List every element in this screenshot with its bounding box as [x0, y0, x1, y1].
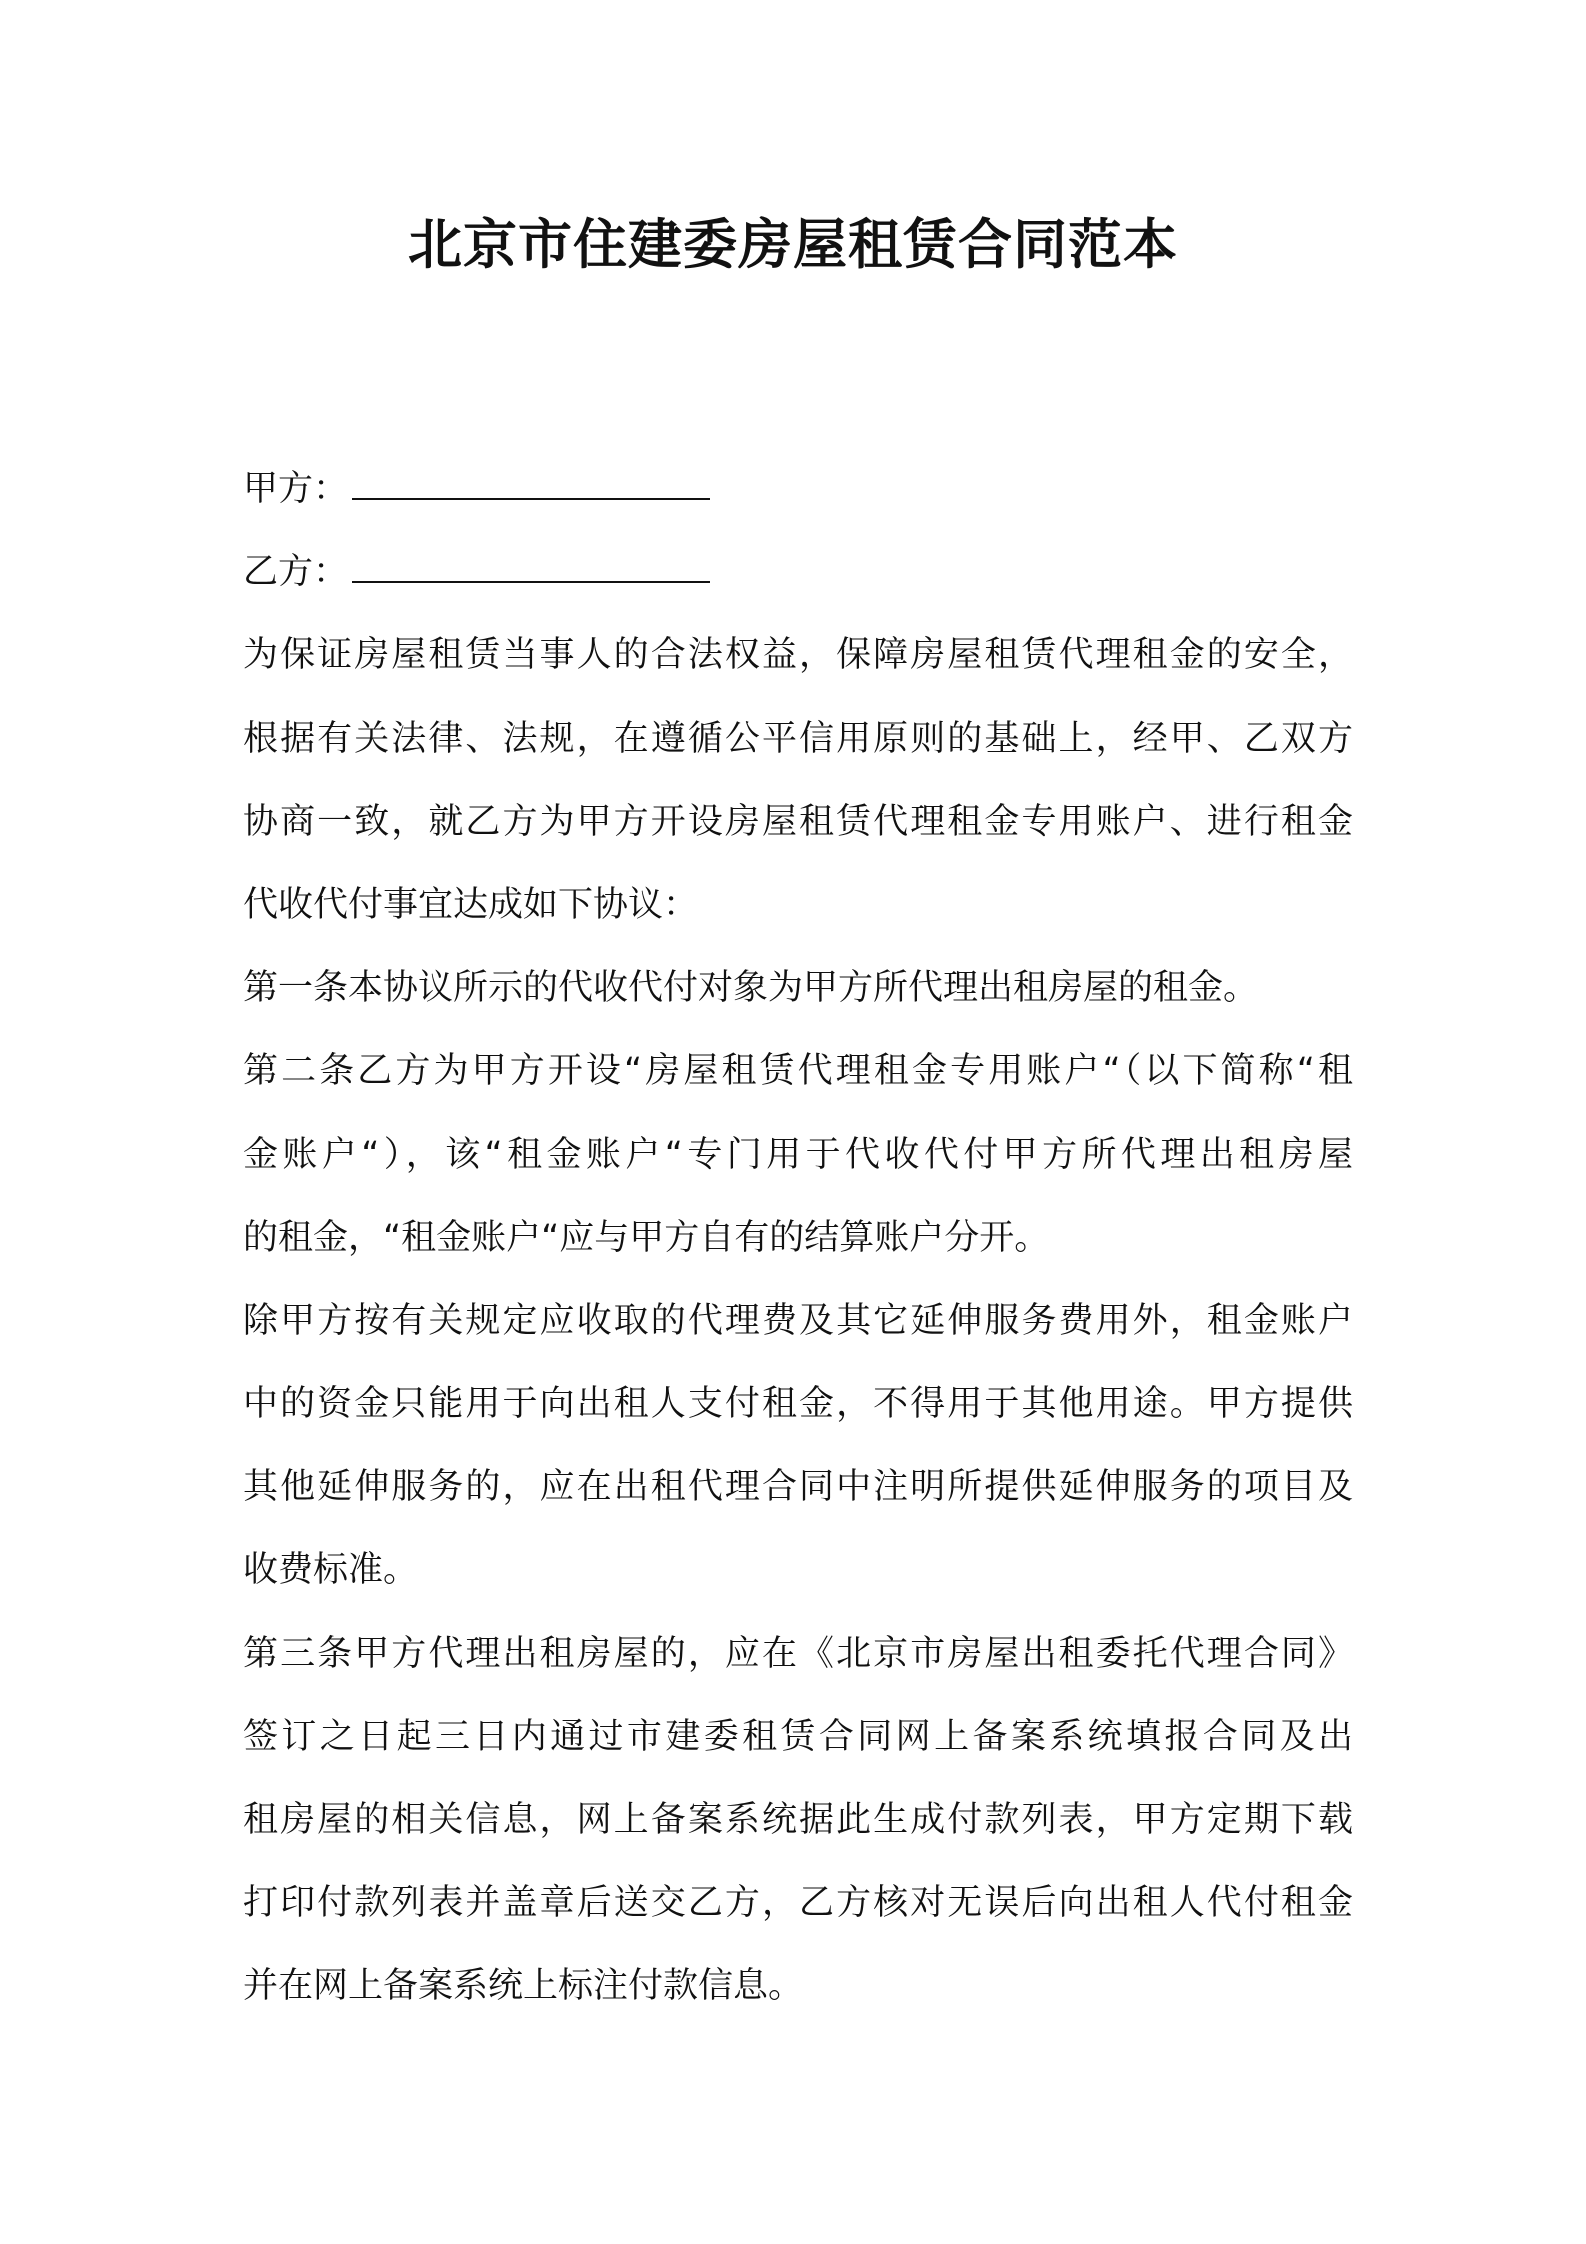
text-line: 收费标准。 — [243, 1550, 419, 1591]
text-line: 第一条本协议所示的代收代付对象为甲方所代理出租房屋的租金。 — [243, 968, 1259, 1009]
text-line: 根据有关法律、法规，在遵循公平信用原则的基础上，经甲、乙双方 — [243, 718, 1353, 759]
text-line: 其他延伸服务的，应在出租代理合同中注明所提供延伸服务的项目及 — [243, 1467, 1353, 1508]
text-line: 协商一致，就乙方为甲方开设房屋租赁代理租金专用账户、进行租金 — [243, 801, 1353, 842]
text-line: 签订之日起三日内通过市建委租赁合同网上备案系统填报合同及出 — [243, 1716, 1353, 1757]
text-line: 代收代付事宜达成如下协议： — [243, 884, 699, 925]
text-line: 打印付款列表并盖章后送交乙方，乙方核对无误后向出租人代付租金 — [243, 1883, 1353, 1924]
text-line: 第二条乙方为甲方开设“房屋租赁代理租金专用账户“（以下简称“租 — [243, 1051, 1353, 1092]
party-b-blank — [352, 551, 710, 583]
document-body — [243, 448, 1353, 2029]
text-line: 除甲方按有关规定应收取的代理费及其它延伸服务费用外，租金账户 — [243, 1300, 1353, 1341]
text-line: 中的资金只能用于向出租人支付租金，不得用于其他用途。甲方提供 — [243, 1384, 1353, 1425]
party-b-line — [243, 531, 1353, 614]
party-b-label: 乙方： — [243, 552, 349, 593]
text-line: 为保证房屋租赁当事人的合法权益，保障房屋租赁代理租金的安全， — [243, 635, 1353, 676]
text-line: 第三条甲方代理出租房屋的，应在《北京市房屋出租委托代理合同》 — [243, 1633, 1353, 1674]
party-a-blank — [352, 468, 710, 500]
text-line: 并在网上备案系统上标注付款信息。 — [243, 1966, 804, 2007]
text-line: 的租金，“租金账户“应与甲方自有的结算账户分开。 — [243, 1217, 1050, 1258]
party-a-line — [243, 448, 1353, 531]
text-line: 金账户“），该“租金账户“专门用于代收代付甲方所代理出租房屋 — [243, 1134, 1353, 1175]
document-title: 北京市住建委房屋租赁合同范本 — [408, 213, 1178, 276]
text-line: 租房屋的相关信息，网上备案系统据此生成付款列表，甲方定期下载 — [243, 1800, 1353, 1840]
party-a-label: 甲方： — [243, 469, 349, 509]
